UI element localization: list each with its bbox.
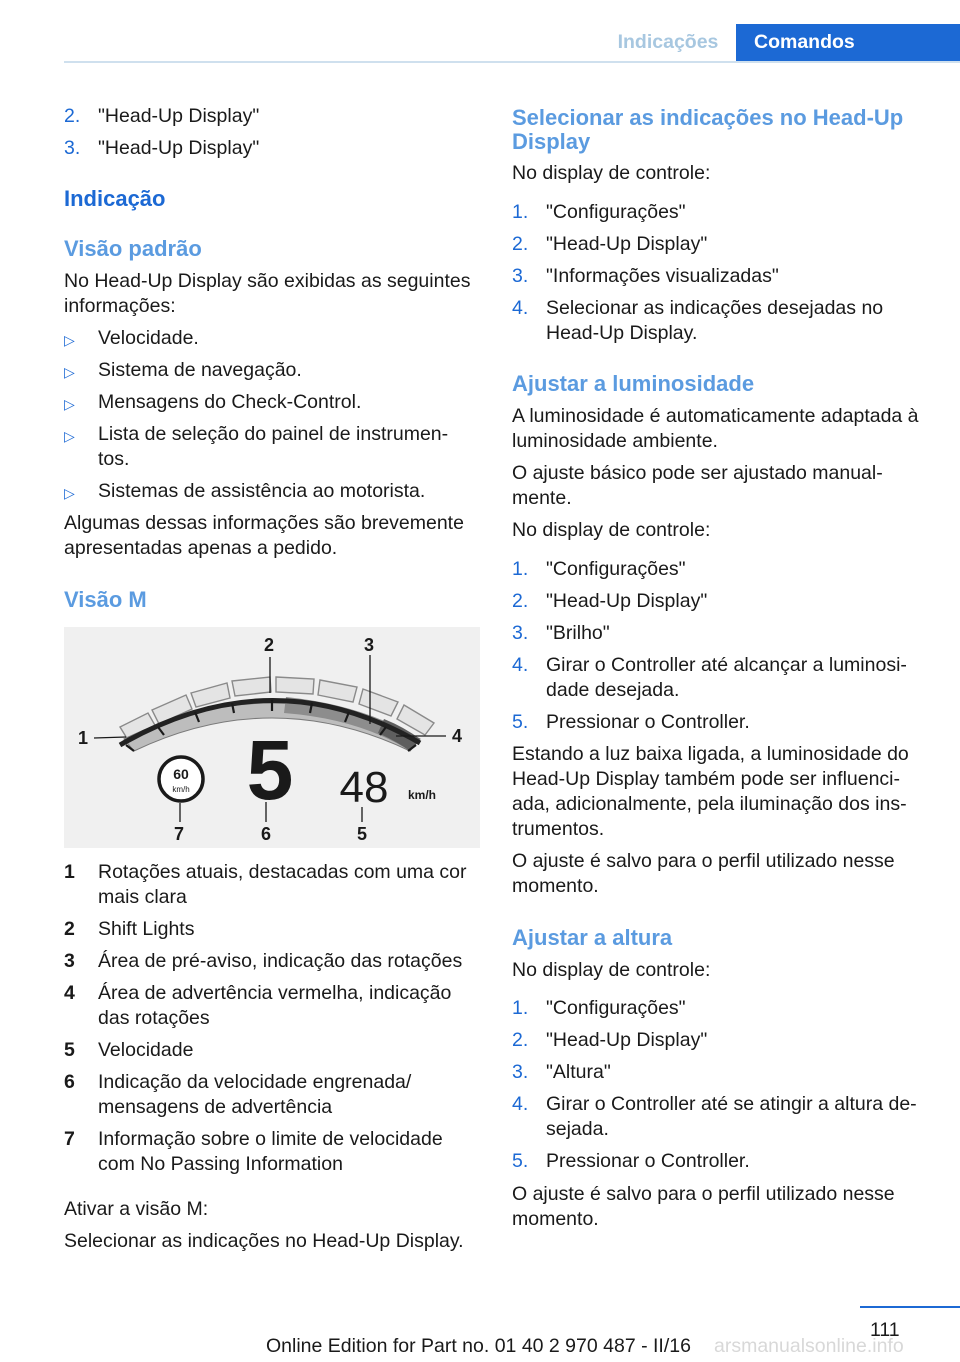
list-text: sejada. [546, 1118, 609, 1140]
hud-m-view-figure [64, 627, 480, 848]
speed-limit-unit: km/h [172, 785, 190, 794]
list-text: "Configurações" [546, 558, 686, 580]
watermark-text: arsmanualsonline.info [714, 1335, 904, 1357]
heading-ajustar-altura: Ajustar a altura [512, 925, 673, 950]
triangle-bullet-icon: ▷ [64, 428, 75, 444]
footer-rule [860, 1306, 960, 1308]
callout-3: 3 [364, 635, 375, 655]
list-text: "Configurações" [546, 997, 686, 1019]
callout-2: 2 [264, 635, 275, 655]
legend-number: 1 [64, 861, 75, 883]
legend-number: 4 [64, 982, 75, 1004]
heading-ajustar-luminosidade: Ajustar a luminosidade [512, 371, 755, 396]
list-number: 2. [512, 590, 529, 612]
list-number: 5. [512, 711, 529, 733]
heading-visao-m: Visão M [64, 587, 147, 612]
list-text: "Brilho" [546, 622, 610, 644]
header-rule [64, 61, 960, 63]
gear-indicator: 5 [246, 723, 294, 817]
list-number: 3. [512, 1061, 529, 1083]
legend-text: Informação sobre o limite de velocidade [98, 1128, 443, 1150]
sec2-p3-line-2: Head-Up Display também pode ser influenci- [512, 768, 901, 790]
intro-line-1: No Head-Up Display são exibidas as seguintes [64, 270, 471, 292]
list-text: "Head-Up Display" [98, 105, 260, 127]
ativar-visao-m: Ativar a visão M: [64, 1198, 209, 1220]
heading-selecionar-indicacoes-2: Display [512, 129, 591, 154]
list-number: 1. [512, 558, 529, 580]
sec2-p4-line-2: momento. [512, 875, 599, 897]
legend-text: mais clara [98, 886, 187, 908]
triangle-bullet-icon: ▷ [64, 396, 75, 412]
callout-6: 6 [261, 824, 272, 844]
after-bullets-line-1: Algumas dessas informações são brevemente [64, 512, 464, 534]
sec1-intro: No display de controle: [512, 162, 711, 184]
legend-text: Velocidade [98, 1039, 194, 1061]
list-number: 2. [64, 105, 81, 127]
list-number: 3. [512, 265, 529, 287]
callout-1: 1 [78, 728, 89, 748]
sec2-p2-line-2: mente. [512, 487, 572, 509]
sec2-p3-line-3: ada, adicionalmente, pela iluminação dos ins- [512, 793, 907, 815]
sec2-p4-line-1: O ajuste é salvo para o perfil utilizado nesse [512, 850, 895, 872]
legend-number: 2 [64, 918, 75, 940]
list-number: 2. [512, 233, 529, 255]
list-number: 4. [512, 654, 529, 676]
sec2-p3-line-1: Estando a luz baixa ligada, a luminosidade do [512, 743, 909, 765]
list-text: Girar o Controller até se atingir a altura de- [546, 1093, 917, 1115]
sec2-p1-line-1: A luminosidade é automaticamente adaptada à [512, 405, 919, 427]
list-text: "Head-Up Display" [98, 137, 260, 159]
sec2-p2-line-1: O ajuste básico pode ser ajustado manual- [512, 462, 883, 484]
list-text: Pressionar o Controller. [546, 711, 750, 733]
list-number: 1. [512, 997, 529, 1019]
list-number: 3. [512, 622, 529, 644]
list-text: "Configurações" [546, 201, 686, 223]
legend-text: Indicação da velocidade engrenada/ [98, 1071, 412, 1093]
legend-text: Shift Lights [98, 918, 195, 940]
list-number: 3. [64, 137, 81, 159]
triangle-bullet-icon: ▷ [64, 485, 75, 501]
bullet-text: tos. [98, 448, 130, 470]
heading-selecionar-indicacoes-1: Selecionar as indicações no Head-Up [512, 105, 904, 130]
bullet-text: Sistemas de assistência ao motorista. [98, 480, 426, 502]
sec2-p1-line-2: luminosidade ambiente. [512, 430, 718, 452]
callout-5: 5 [357, 824, 368, 844]
heading-visao-padrao: Visão padrão [64, 236, 202, 261]
callout-7: 7 [174, 824, 185, 844]
list-text: "Head-Up Display" [546, 1029, 708, 1051]
selecionar-indicacoes: Selecionar as indicações no Head-Up Display. [64, 1230, 464, 1252]
legend-text: Rotações atuais, destacadas com uma cor [98, 861, 467, 883]
list-text: "Altura" [546, 1061, 611, 1083]
sec3-intro: No display de controle: [512, 959, 711, 981]
tab-comandos[interactable]: Comandos [736, 24, 960, 61]
sec3-p-line-1: O ajuste é salvo para o perfil utilizado nesse [512, 1183, 895, 1205]
sec2-intro: No display de controle: [512, 519, 711, 541]
legend-number: 3 [64, 950, 75, 972]
speed-limit-value: 60 [173, 766, 189, 782]
after-bullets-line-2: apresentadas apenas a pedido. [64, 537, 338, 559]
triangle-bullet-icon: ▷ [64, 364, 75, 380]
page-number: 111 [870, 1319, 900, 1341]
list-number: 4. [512, 1093, 529, 1115]
list-number: 4. [512, 297, 529, 319]
list-text: Head-Up Display. [546, 322, 698, 344]
list-text: Girar o Controller até alcançar a luminosi- [546, 654, 907, 676]
legend-text: das rotações [98, 1007, 210, 1029]
edition-text: Online Edition for Part no. 01 40 2 970 487 - II/16 [266, 1335, 691, 1357]
sec3-p-line-2: momento. [512, 1208, 599, 1230]
bullet-text: Sistema de navegação. [98, 359, 302, 381]
list-text: Pressionar o Controller. [546, 1150, 750, 1172]
legend-text: Área de advertência vermelha, indicação [98, 982, 452, 1004]
sec2-p3-line-4: trumentos. [512, 818, 605, 840]
speed-unit: km/h [408, 788, 437, 802]
tab-indicacoes[interactable]: Indicações [617, 31, 719, 53]
bullet-text: Velocidade. [98, 327, 199, 349]
list-text: dade desejada. [546, 679, 680, 701]
list-number: 2. [512, 1029, 529, 1051]
heading-indicacao: Indicação [64, 186, 166, 211]
list-number: 1. [512, 201, 529, 223]
legend-number: 5 [64, 1039, 75, 1061]
legend-text: Área de pré-aviso, indicação das rotações [98, 950, 463, 972]
callout-4: 4 [452, 726, 463, 746]
bullet-text: Lista de seleção do painel de instrumen- [98, 423, 449, 445]
hud-m-view-illustration [64, 627, 480, 848]
list-number: 5. [512, 1150, 529, 1172]
legend-text: com No Passing Information [98, 1153, 343, 1175]
bullet-text: Mensagens do Check-Control. [98, 391, 362, 413]
legend-text: mensagens de advertência [98, 1096, 333, 1118]
speed-value: 48 [339, 763, 389, 812]
list-text: "Head-Up Display" [546, 590, 708, 612]
list-text: "Head-Up Display" [546, 233, 708, 255]
intro-line-2: informações: [64, 295, 176, 317]
list-text: Selecionar as indicações desejadas no [546, 297, 884, 319]
legend-number: 7 [64, 1128, 75, 1150]
legend-number: 6 [64, 1071, 75, 1093]
triangle-bullet-icon: ▷ [64, 332, 75, 348]
list-text: "Informações visualizadas" [546, 265, 779, 287]
